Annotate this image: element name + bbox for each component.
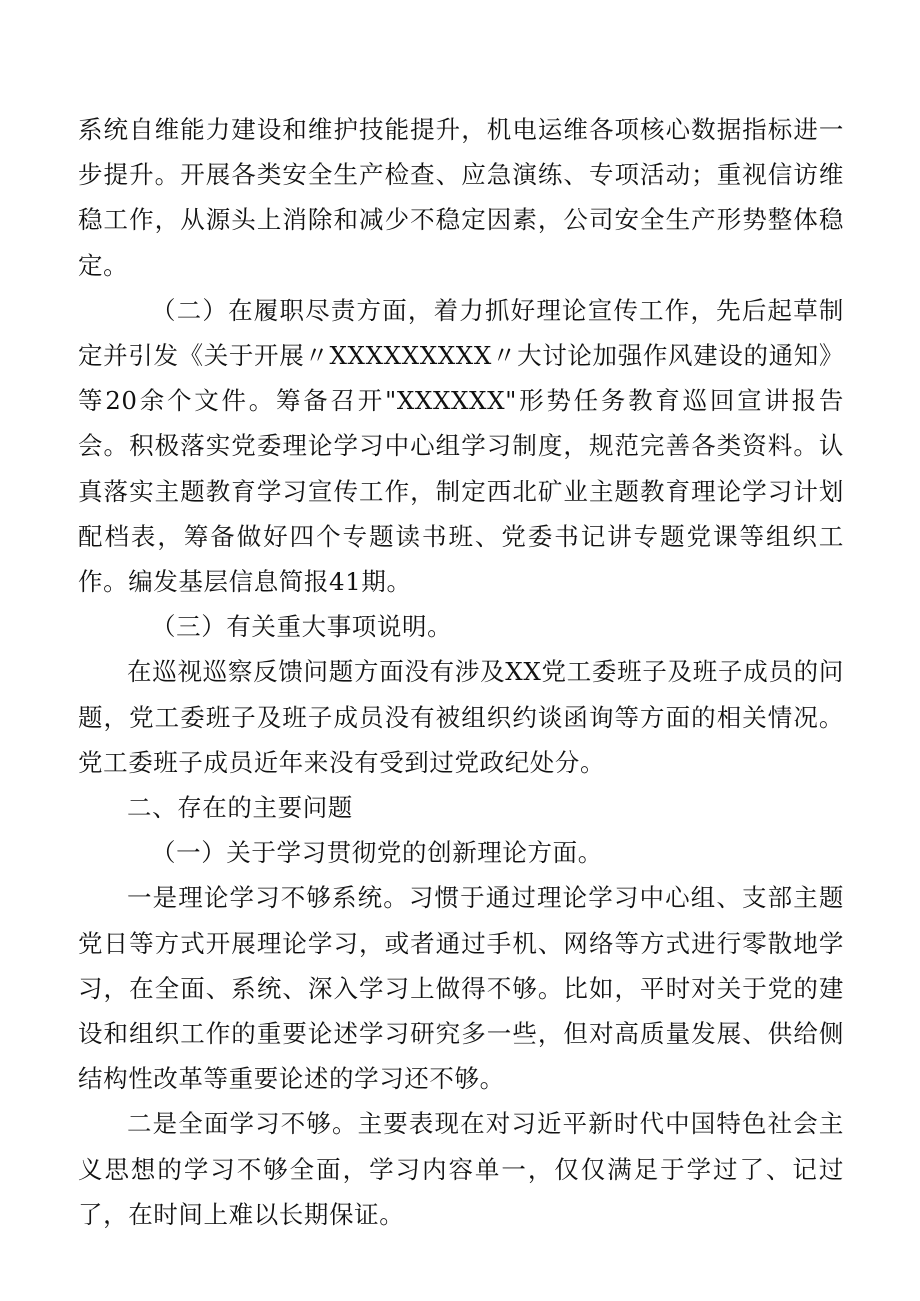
- subsection-heading-theory-study: （一）关于学习贯彻党的创新理论方面。: [151, 838, 603, 868]
- paragraph-major-matters-heading: （三）有关重大事项说明。: [151, 612, 453, 642]
- section-heading-main-problems: 二、存在的主要问题: [127, 793, 353, 823]
- document-body: [78, 107, 844, 1237]
- paragraph-safety-summary: 系统自维能力建设和维护技能提升，机电运维各项核心数据指标进一步提升。开展各类安全生产检查、应急演练、专项活动；重视信访维稳工作，从源头上消除和减少不稳定因素，公司安全生产形势整体稳定。: [78, 115, 844, 280]
- paragraph-inspection-feedback: 在巡视巡察反馈问题方面没有涉及XX党工委班子及班子成员的问题，党工委班子及班子成员没有被组织约谈函询等方面的相关情况。党工委班子成员近年来没有受到过党政纪处分。: [78, 657, 844, 777]
- paragraph-study-not-comprehensive: 二是全面学习不够。主要表现在对习近平新时代中国特色社会主义思想的学习不够全面，学习内容单一，仅仅满足于学过了、记过了，在时间上难以长期保证。: [78, 1109, 844, 1229]
- paragraph-duty-performance: （二）在履职尽责方面，着力抓好理论宣传工作，先后起草制定并引发《关于开展〃XXXXXXXXX〃大讨论加强作风建设的通知》等20余个文件。筹备召开"XXXXXX"形势任务教育巡回宣讲报告会。积极落实党委理论学习中心组学习制度，规范完善各类资料。认真落实主题教育学习宣传工作，制定西北矿业主题教育理论学习计划配档表，筹备做好四个专题读书班、党委书记讲专题党课等组织工作。编发基层信息简报41期。: [78, 295, 844, 597]
- paragraph-study-not-systematic: 一是理论学习不够系统。习惯于通过理论学习中心组、支部主题党日等方式开展理论学习，或者通过手机、网络等方式进行零散地学习，在全面、系统、深入学习上做得不够。比如，平时对关于党的建设和组织工作的重要论述学习研究多一些，但对高质量发展、供给侧结构性改革等重要论述的学习还不够。: [78, 883, 844, 1094]
